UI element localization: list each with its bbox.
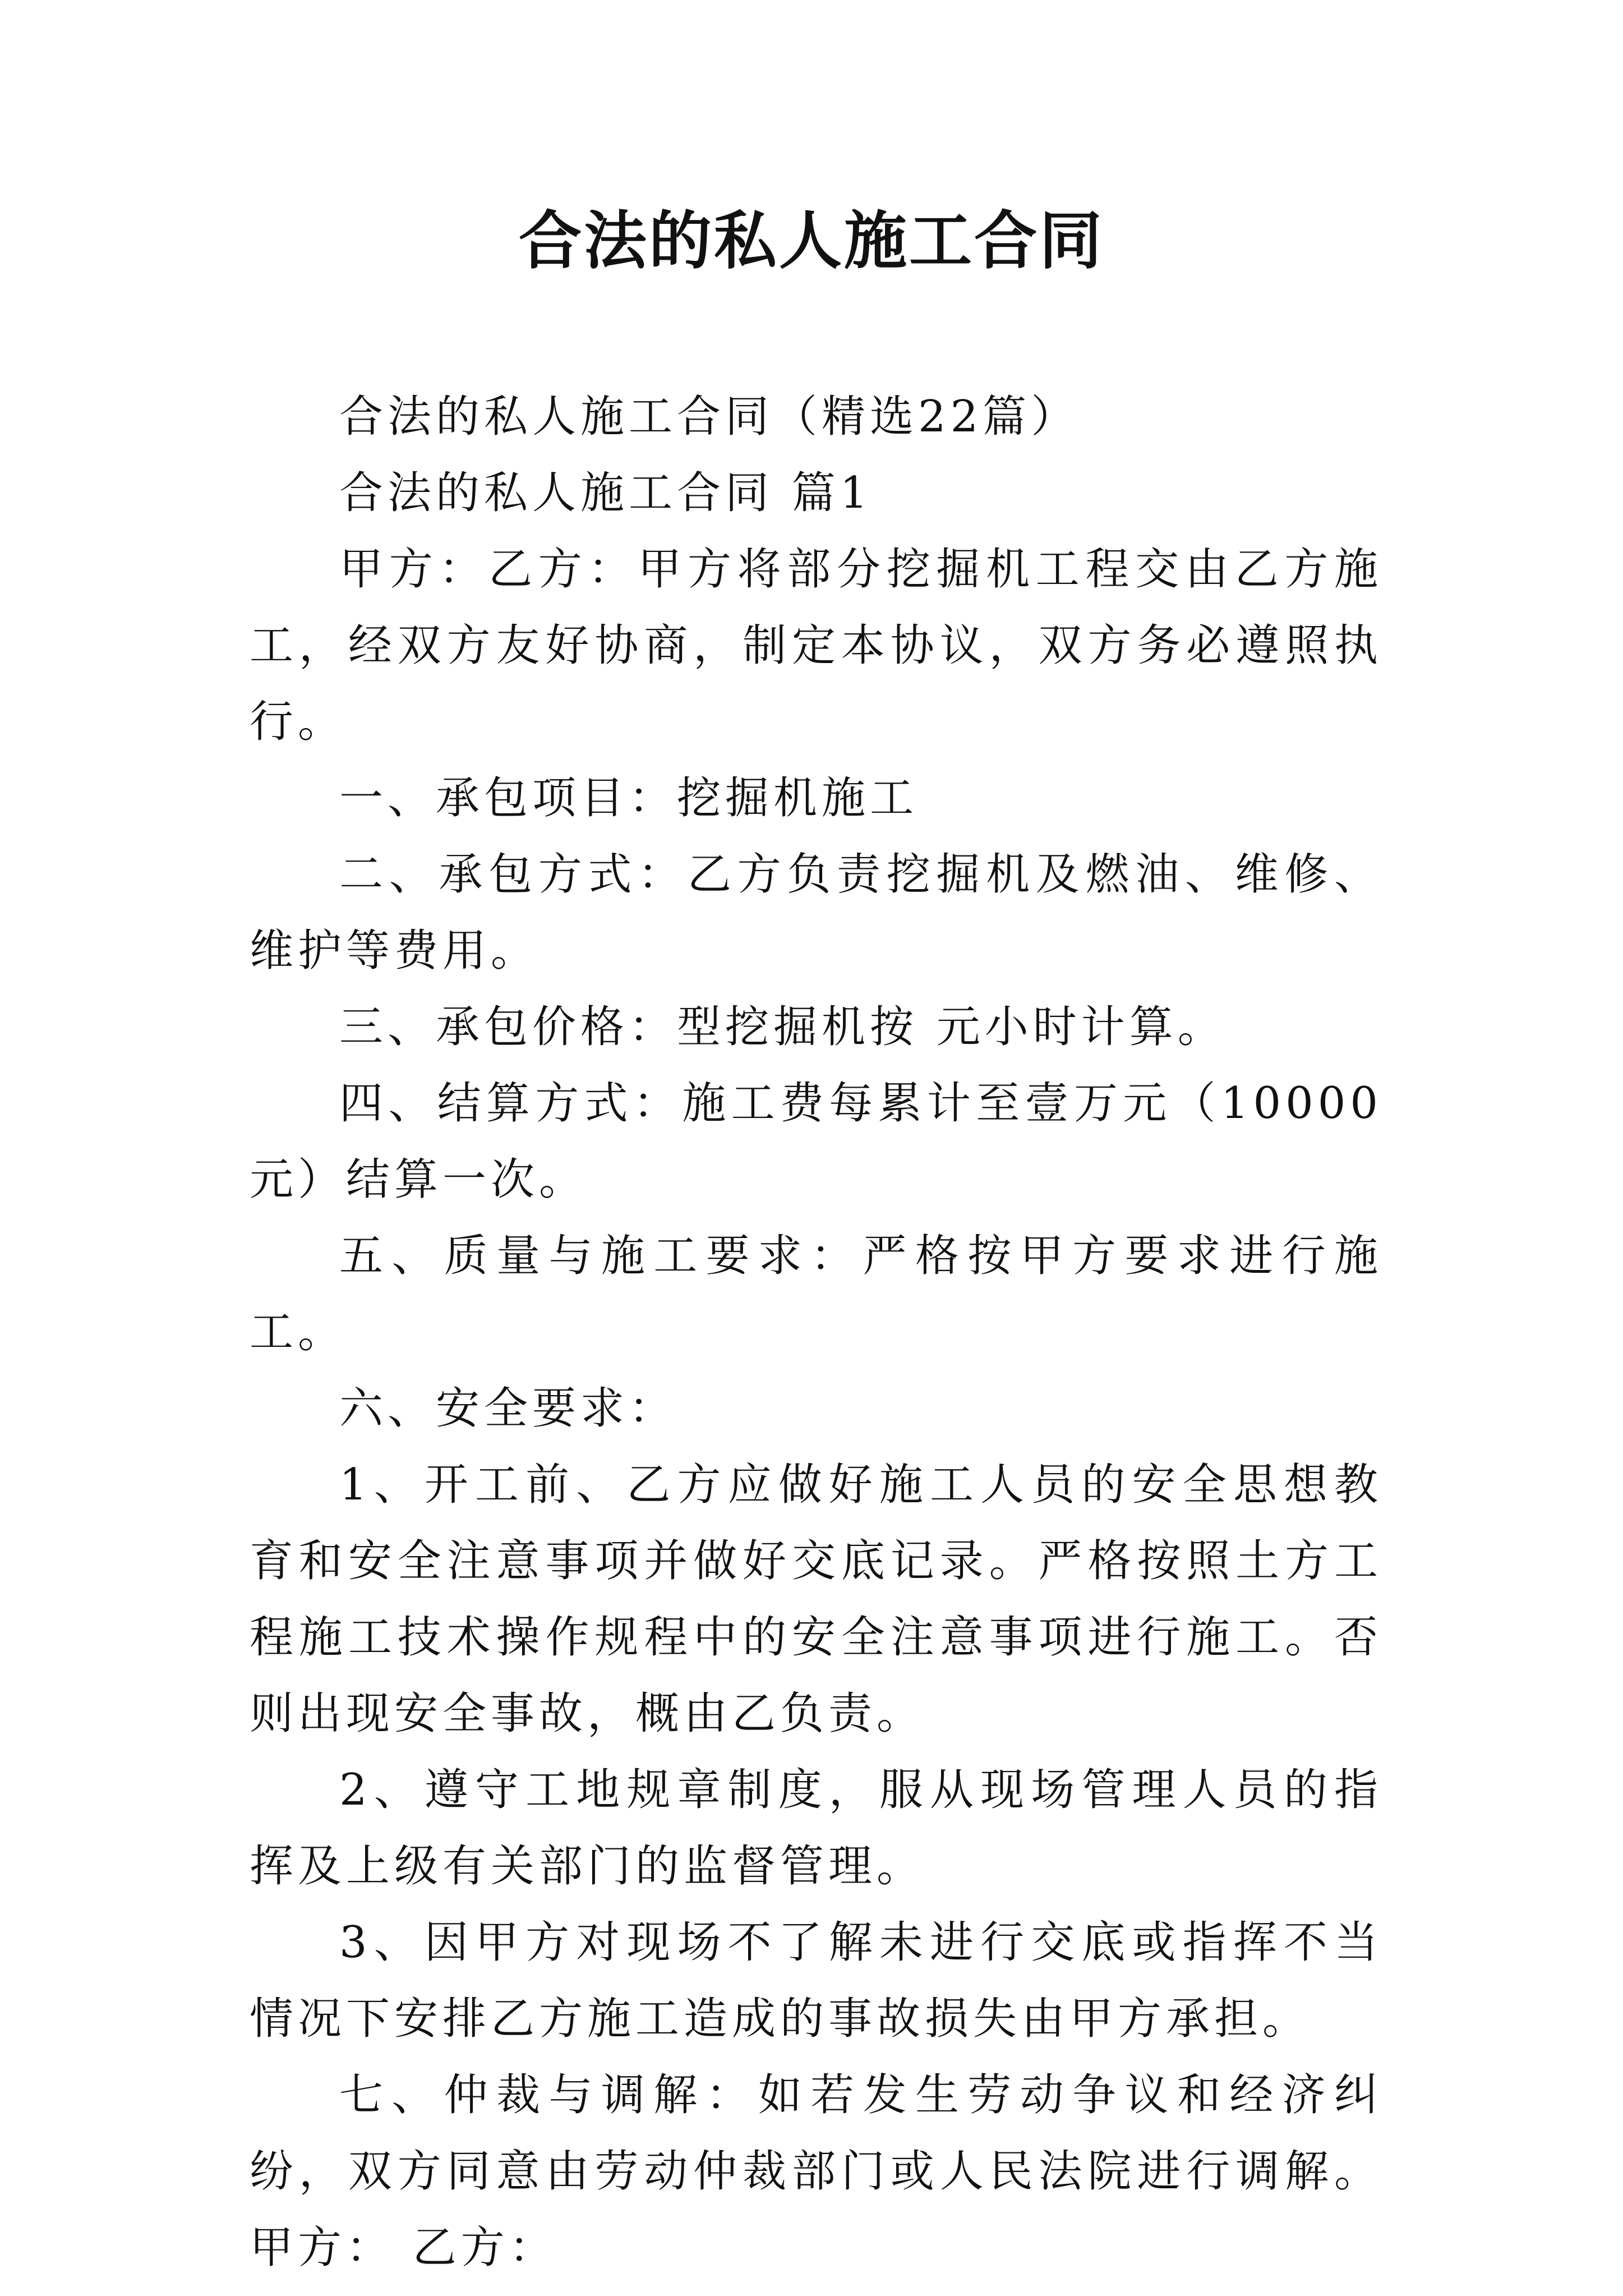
paragraph-section-heading: 合法的私人施工合同 篇1 <box>339 468 873 518</box>
paragraph-safety-1: 1、开工前、乙方应做好施工人员的安全思想教育和安全注意事项并做好交底记录。严格按照土方工程施工技术操作规程中的安全注意事项进行施工。否则出现安全事故，概由乙负责。 <box>250 1460 1382 1739</box>
paragraph-subtitle: 合法的私人施工合同（精选22篇） <box>339 392 1080 442</box>
paragraph-parties: 甲方：乙方：甲方将部分挖掘机工程交由乙方施工，经双方友好协商，制定本协议，双方务必遵照执行。 <box>250 544 1382 747</box>
paragraph-clause-3: 三、承包价格：型挖掘机按 元小时计算。 <box>339 1002 1226 1052</box>
document-title: 合法的私人施工合同 <box>519 205 1104 278</box>
paragraph-clause-6: 六、安全要求： <box>339 1383 677 1434</box>
paragraph-clause-7: 七、仲裁与调解：如若发生劳动争议和经济纠纷，双方同意由劳动仲裁部门或人民法院进行调解。甲方： 乙方： <box>250 2070 1382 2273</box>
paragraph-safety-3: 3、因甲方对现场不了解未进行交底或指挥不当情况下安排乙方施工造成的事故损失由甲方承担。 <box>250 1917 1382 2044</box>
paragraph-clause-1: 一、承包项目：挖掘机施工 <box>339 773 919 823</box>
paragraph-clause-4: 四、结算方式：施工费每累计至壹万元（10000元）结算一次。 <box>250 1078 1382 1205</box>
paragraph-clause-2: 二、承包方式：乙方负责挖掘机及燃油、维修、维护等费用。 <box>250 849 1382 976</box>
paragraph-safety-2: 2、遵守工地规章制度，服从现场管理人员的指挥及上级有关部门的监督管理。 <box>250 1765 1382 1892</box>
paragraph-clause-5: 五、质量与施工要求：严格按甲方要求进行施工。 <box>250 1231 1382 1358</box>
document-body <box>250 379 1382 2286</box>
